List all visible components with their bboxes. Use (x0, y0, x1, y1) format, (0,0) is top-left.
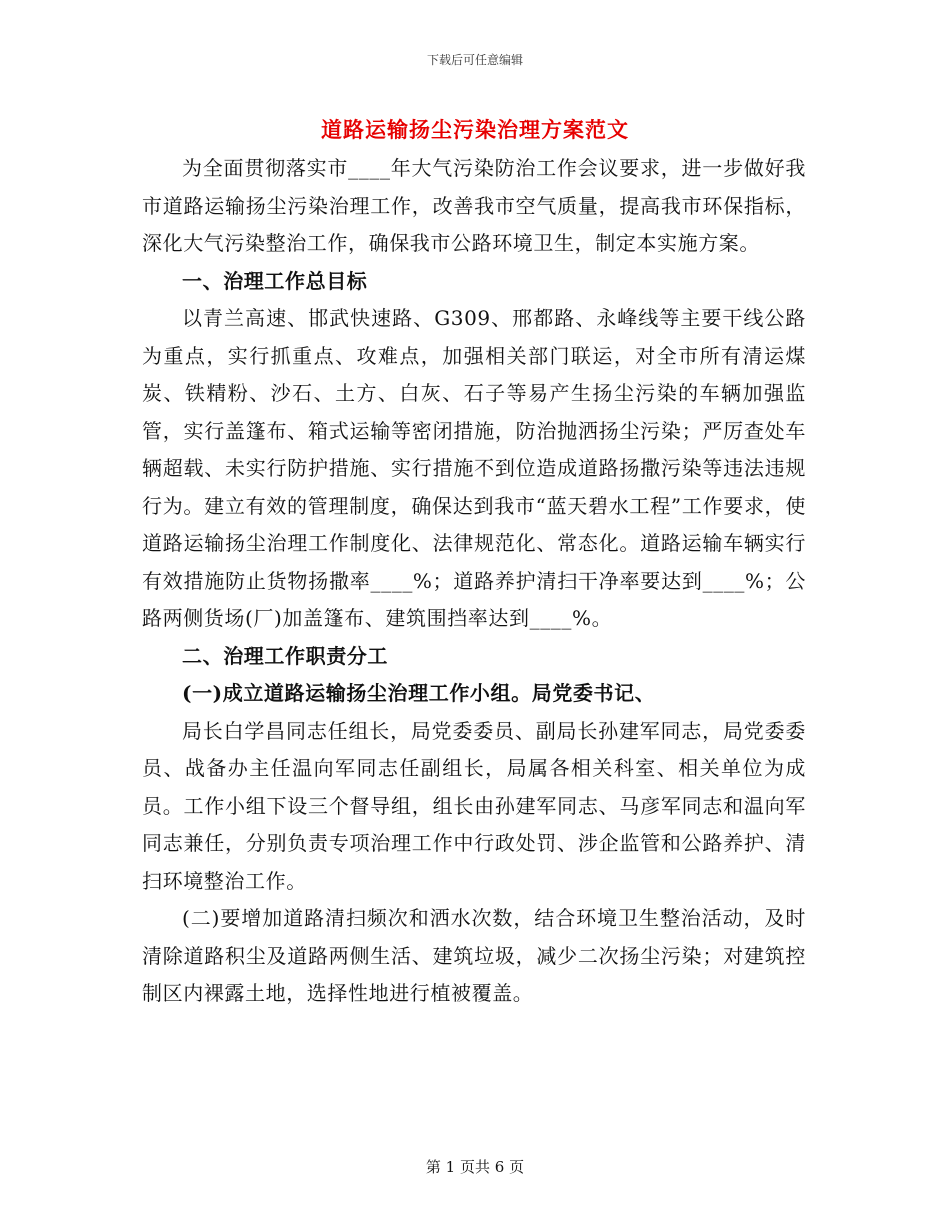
team-paragraph: 局长白学昌同志任组长，局党委委员、副局长孙建军同志，局党委委员、战备办主任温向军同志任副组长，局属各相关科室、相关单位为成员。工作小组下设三个督导组，组长由孙建军同志、马彦军同志和温向军同志兼任，分别负责专项治理工作中行政处罚、涉企监管和公路养护、清扫环境整治工作。 (142, 718, 806, 893)
goals-paragraph: 以青兰高速、邯武快速路、G309、邢都路、永峰线等主要干线公路为重点，实行抓重点、攻难点，加强相关部门联运，对全市所有清运煤炭、铁精粉、沙石、土方、白灰、石子等易产生扬尘污染的车辆加强监管，实行盖篷布、箱式运输等密闭措施，防治抛洒扬尘污染；严厉查处车辆超载、未实行防护措施、实行措施不到位造成道路扬撒污染等违法违规行为。建立有效的管理制度，确保达到我市“蓝天碧水工程”工作要求，使道路运输扬尘治理工作制度化、法律规范化、常态化。道路运输车辆实行有效措施防止货物扬撒率____%；道路养护清扫干净率要达到____%；公路两侧货场(厂)加盖篷布、建筑围挡率达到____%。 (142, 306, 806, 630)
page-number: 第 1 页共 6 页 (425, 1158, 525, 1176)
document-title: 道路运输扬尘污染治理方案范文 (321, 117, 629, 142)
page-header-note: 下载后可任意编辑 (426, 53, 523, 67)
cleaning-paragraph: (二)要增加道路清扫频次和洒水次数，结合环境卫生整治活动，及时清除道路积尘及道路两侧生活、建筑垃圾，减少二次扬尘污染；对建筑控制区内裸露土地，选择性地进行植被覆盖。 (142, 906, 806, 1005)
section-heading-goals: 一、治理工作总目标 (182, 268, 368, 293)
section-heading-duties: 二、治理工作职责分工 (182, 643, 388, 668)
subsection-heading-team: (一)成立道路运输扬尘治理工作小组。局党委书记、 (182, 681, 656, 705)
document-body (142, 150, 806, 1013)
intro-paragraph: 为全面贯彻落实市____年大气污染防治工作会议要求，进一步做好我市道路运输扬尘污染治理工作，改善我市空气质量，提高我市环保指标，深化大气污染整治工作，确保我市公路环境卫生，制定本实施方案。 (142, 156, 806, 255)
